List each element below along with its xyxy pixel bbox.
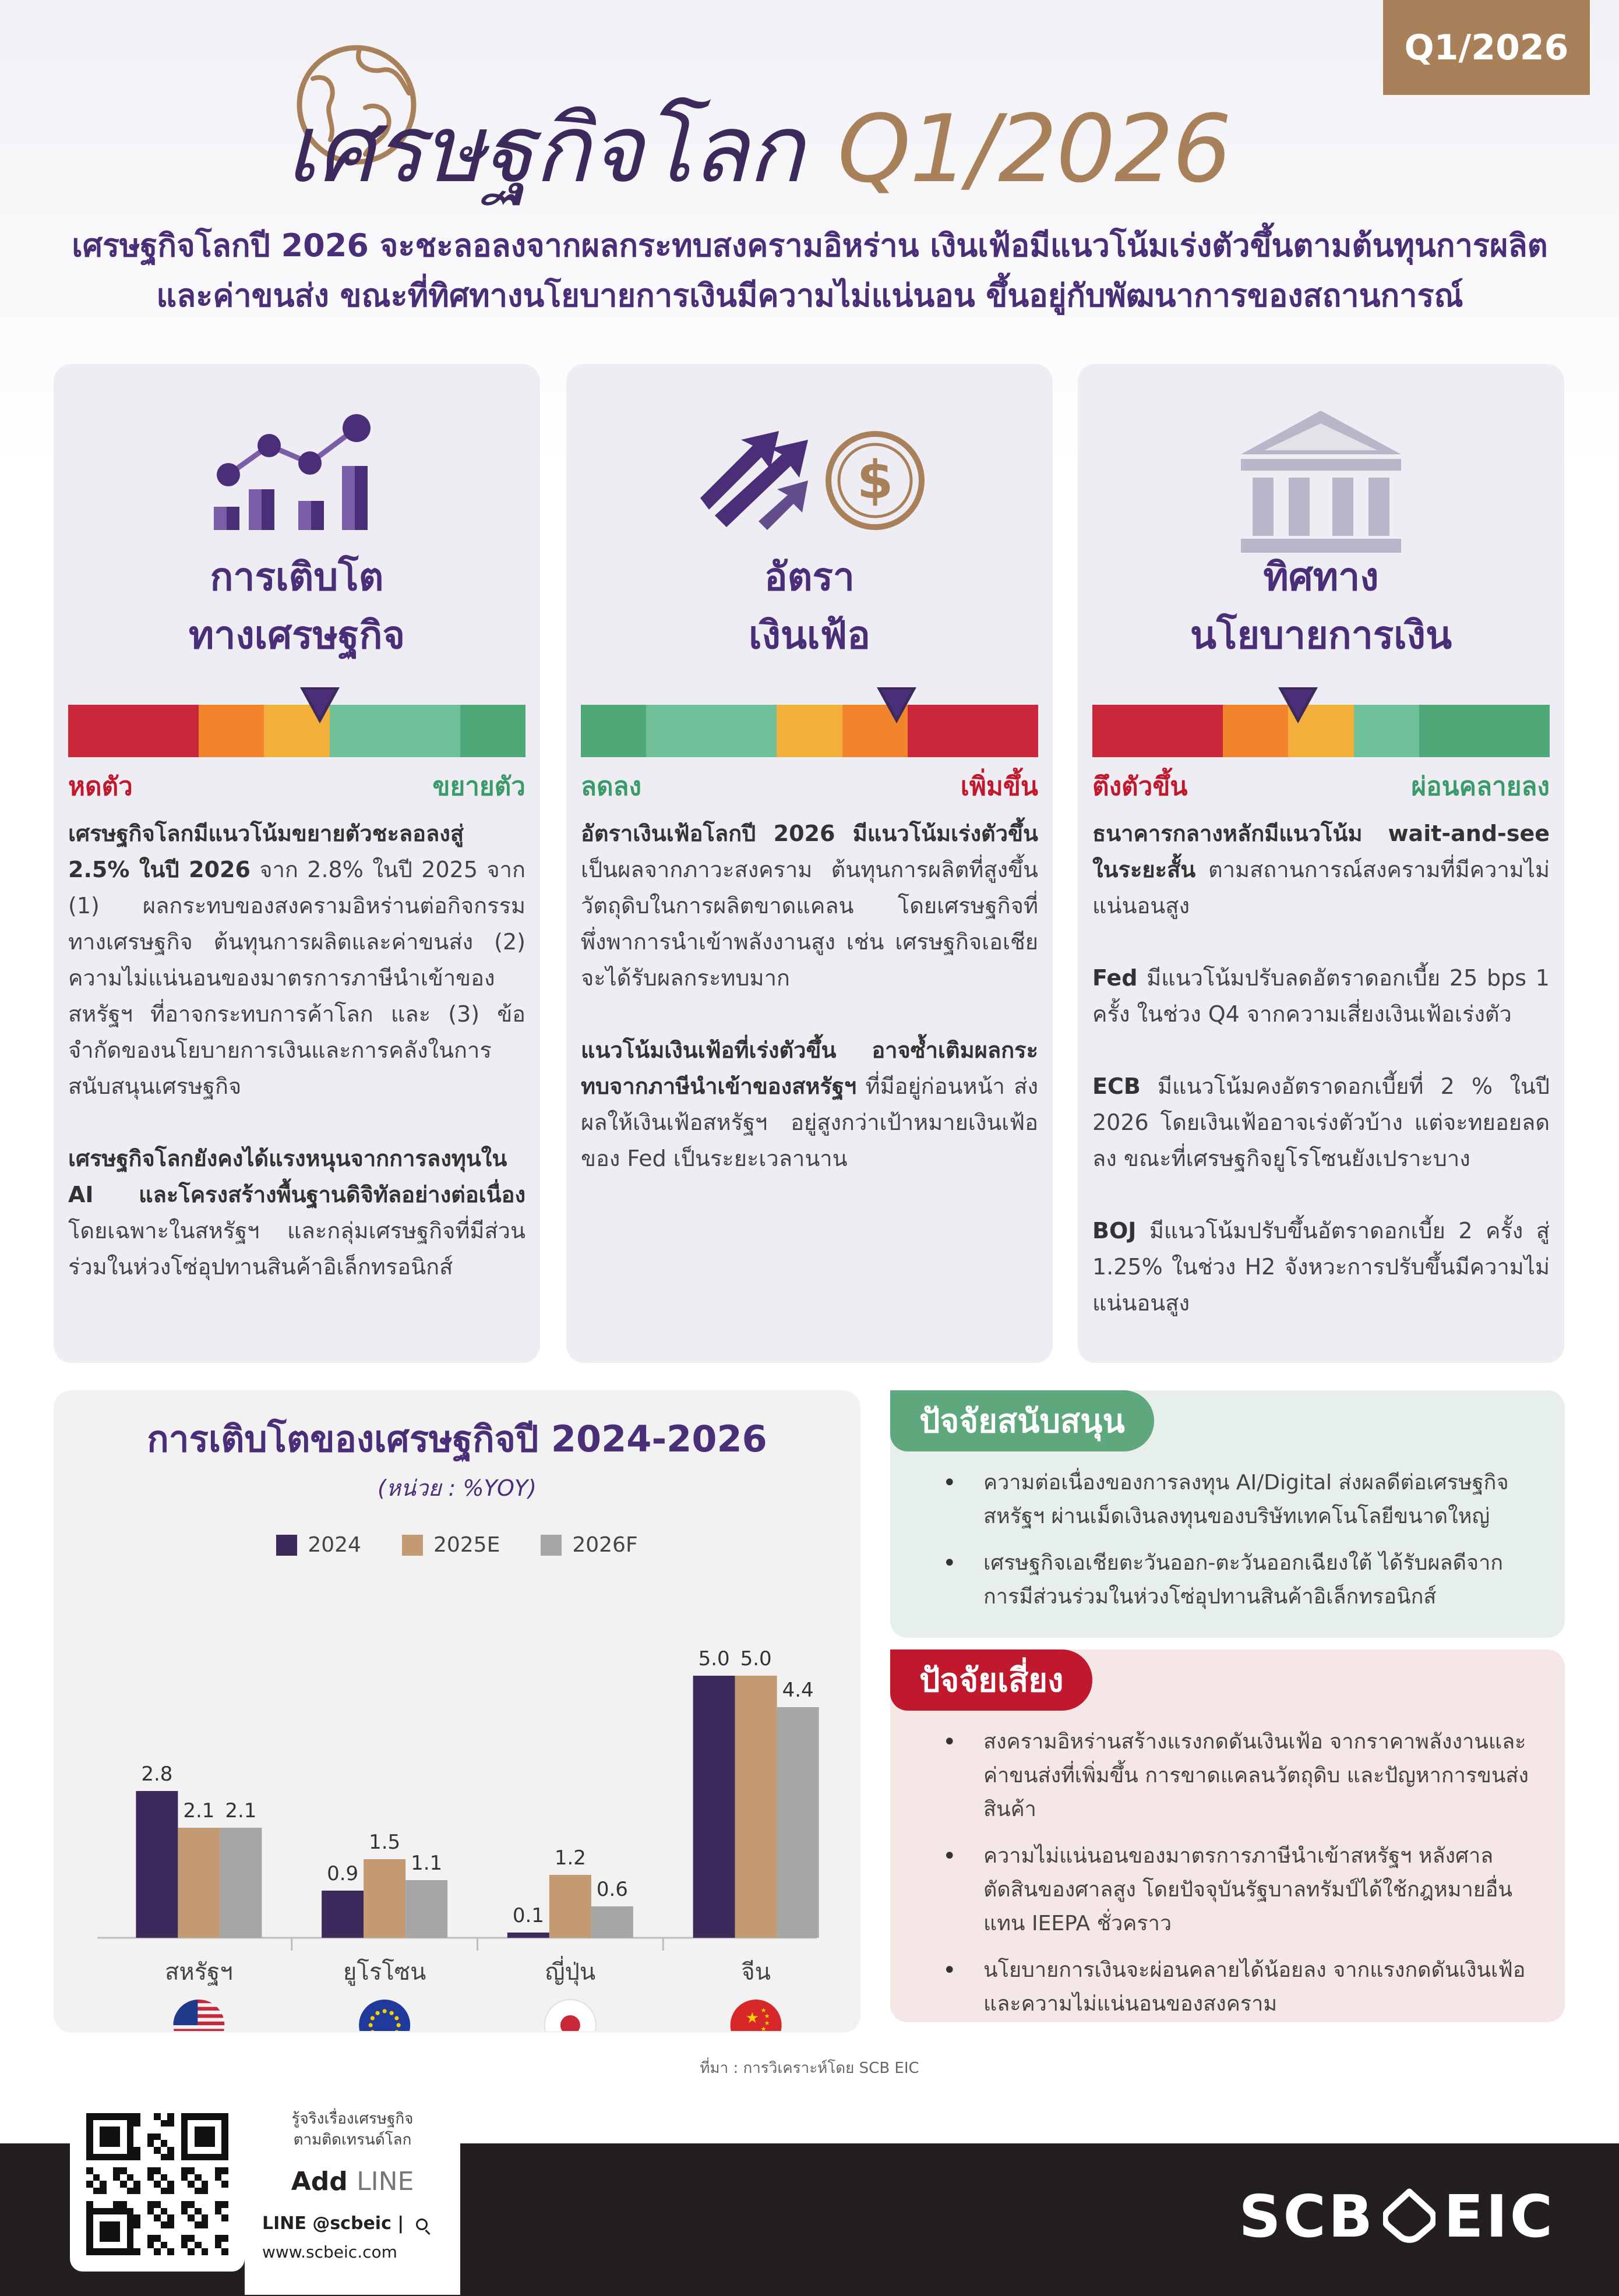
- china-flag-icon: [731, 2000, 782, 2031]
- bar-value-label: 1.2: [554, 1846, 586, 1870]
- bar: [735, 1676, 777, 1938]
- legend-item: [402, 1533, 500, 1557]
- paragraph-text: มีแนวโน้มปรับขึ้นอัตราดอกเบี้ย 2 ครั้ง สู่ 1.25% ในช่วง H2 จังหวะการปรับขึ้นมีความไม่แน่นอนสูง: [1092, 1218, 1550, 1316]
- rising-arrows-icon: [566, 399, 1053, 556]
- chart-plot: [54, 1577, 860, 2031]
- gauge-left-label: ตึงตัวขึ้น: [1092, 772, 1188, 801]
- bar: [591, 1906, 633, 1938]
- bar: [136, 1791, 178, 1938]
- monetary-gauge: [1092, 705, 1550, 757]
- line-tagline-2: ตามติดเทรนด์โลก: [293, 2131, 412, 2149]
- svg-text:$: $: [856, 450, 894, 511]
- title-quarter: Q1/2026: [837, 94, 1231, 203]
- gauge-segment: [68, 705, 133, 757]
- card-paragraph: [1092, 1068, 1550, 1177]
- card-paragraph: [1092, 960, 1550, 1032]
- card-title: อัตรา: [764, 554, 855, 599]
- gauge-segment: [133, 705, 199, 757]
- us-flag-icon: [173, 2000, 224, 2031]
- brand-scb: SCB: [1239, 2182, 1375, 2251]
- paragraph-text: โดยเฉพาะในสหรัฐฯ และกลุ่มเศรษฐกิจที่มีส่วนร่วมในห่วงโซ่อุปทานสินค้าอิเล็กทรอนิกส์: [68, 1218, 525, 1280]
- legend-label: 2024: [308, 1533, 361, 1557]
- line-tagline: [245, 2108, 460, 2150]
- list-item: • สงครามอิหร่านสร้างแรงกดดันเงินเฟ้อ จากราคาพลังงานและค่าขนส่งที่เพิ่มขึ้น การขาดแคลนวัตถุดิบ และปัญหาการขนส่งสินค้า: [943, 1725, 1537, 1827]
- gauge-marker: [877, 687, 916, 723]
- paragraph-text: ที่มีอยู่ก่อนหน้า ส่งผลให้เงินเฟ้อสหรัฐฯ อยู่สูงกว่าเป้าหมายเงินเฟ้อของ Fed เป็นระยะเวลานาน: [581, 1073, 1038, 1171]
- bar: [322, 1891, 364, 1938]
- bar-value-label: 1.1: [411, 1852, 443, 1875]
- legend-swatch: [541, 1535, 562, 1556]
- category-label: จีน: [741, 1959, 771, 1986]
- card-body: [581, 815, 1038, 1213]
- gauge-segment: [646, 705, 711, 757]
- list-item: • ความไม่แน่นอนของมาตรการภาษีนำเข้าสหรัฐฯ หลังศาลตัดสินของศาลสูง โดยปัจจุบันรัฐบาลทรัมป์ได้ใช้กฎหมายอื่นแทน IEEPA ชั่วคราว: [943, 1839, 1537, 1941]
- card-paragraph: [68, 1140, 525, 1285]
- card-paragraph: [1092, 815, 1550, 924]
- risk-list: [943, 1725, 1537, 2034]
- paragraph-text: มีแนวโน้มปรับลดอัตราดอกเบี้ย 25 bps 1 ครั้ง ในช่วง Q4 จากความเสี่ยงเงินเฟ้อเร่งตัว: [1092, 965, 1550, 1027]
- gauge-segment: [711, 705, 777, 757]
- qr-code[interactable]: [70, 2097, 245, 2272]
- gauge-right-label: เพิ่มขึ้น: [960, 772, 1038, 801]
- line-id[interactable]: [262, 2213, 428, 2234]
- gauge-segment: [460, 705, 525, 757]
- card-paragraph: [68, 815, 525, 1104]
- gauge-marker: [1278, 687, 1318, 723]
- card-paragraph: [581, 815, 1038, 996]
- category-label: ญี่ปุ่น: [545, 1959, 596, 1986]
- paragraph-lead: ธนาคารกลางหลักมีแนวโน้ม wait-and-see ในระยะสั้น: [1092, 821, 1550, 882]
- gauge-segment: [777, 705, 842, 757]
- bar-value-label: 5.0: [698, 1647, 730, 1670]
- bar: [549, 1875, 591, 1938]
- chart-title: การเติบโตของเศรษฐกิจปี 2024-2026: [147, 1418, 767, 1460]
- brand-eic: EIC: [1444, 2182, 1555, 2251]
- bar: [693, 1676, 735, 1938]
- subtitle-line-2: และค่าขนส่ง ขณะที่ทิศทางนโยบายการเงินมีความไม่แน่นอน ขึ้นอยู่กับพัฒนาการของสถานการณ์: [156, 277, 1463, 314]
- gauge-left-label: หดตัว: [68, 772, 133, 801]
- bar: [777, 1707, 819, 1938]
- card-paragraph: [581, 1032, 1038, 1177]
- paragraph-lead: เศรษฐกิจโลกมีแนวโน้มขยายตัวชะลอลงสู่ 2.5% ในปี 2026: [68, 821, 464, 882]
- paragraph-text: เป็นผลจากภาวะสงคราม ต้นทุนการผลิตที่สูงขึ้น วัตถุดิบในการผลิตขาดแคลน โดยเศรษฐกิจที่พึ่งพาการนำเข้าพลังงานสูง เช่น เศรษฐกิจเอเชีย จะได้รับผลกระทบมาก: [581, 857, 1038, 991]
- chart-unit: (หน่วย : %YOY): [377, 1475, 537, 1501]
- paragraph-lead: Fed: [1092, 965, 1138, 991]
- website-link[interactable]: www.scbeic.com: [262, 2242, 397, 2262]
- gauge-segment: [1354, 705, 1419, 757]
- list-item: • ความต่อเนื่องของการลงทุน AI/Digital ส่งผลดีต่อเศรษฐกิจสหรัฐฯ ผ่านเม็ดเงินลงทุนของบริษัทเทคโนโลยีขนาดใหญ่: [943, 1466, 1537, 1534]
- card-title: ทางเศรษฐกิจ: [188, 613, 405, 658]
- paragraph-lead: อัตราเงินเฟ้อโลกปี 2026 มีแนวโน้มเร่งตัวขึ้น: [581, 821, 1038, 846]
- line-label: LINE: [357, 2167, 414, 2196]
- inflation-card: [566, 364, 1053, 1363]
- legend-swatch: [276, 1535, 297, 1556]
- bar: [220, 1828, 262, 1938]
- scb-eic-logo: [1239, 2181, 1555, 2251]
- bar-value-label: 0.9: [327, 1862, 359, 1885]
- line-id-text: LINE @scbeic |: [262, 2213, 404, 2234]
- growth-card: [54, 364, 540, 1363]
- card-body: [1092, 815, 1550, 1357]
- legend-label: 2025E: [433, 1533, 500, 1557]
- paragraph-text: ตามสถานการณ์สงครามที่มีความไม่แน่นอนสูง: [1092, 857, 1550, 919]
- list-item: • นโยบายการเงินจะผ่อนคลายได้น้อยลง จากแรงกดดันเงินเฟ้อและความไม่แน่นอนของสงคราม: [943, 1954, 1537, 2021]
- bank-building-icon: [1078, 399, 1564, 556]
- bar: [507, 1933, 549, 1938]
- line-tagline-1: รู้จริงเรื่องเศรษฐกิจ: [291, 2110, 414, 2128]
- gauge-right-label: ผ่อนคลายลง: [1411, 772, 1550, 801]
- support-list: [943, 1466, 1537, 1627]
- category-label: สหรัฐฯ: [164, 1959, 233, 1986]
- growth-chart-icon: [54, 399, 540, 556]
- add-line-button[interactable]: [245, 2167, 460, 2196]
- risk-factors: [890, 1649, 1565, 2022]
- bar-value-label: 4.4: [782, 1679, 814, 1702]
- category-label: ยูโรโซน: [343, 1959, 426, 1986]
- card-title: การเติบโต: [210, 554, 384, 599]
- chart-legend: [54, 1533, 860, 1557]
- source-note: ที่มา : การวิเคราะห์โดย SCB EIC: [700, 2060, 919, 2077]
- bar: [178, 1828, 220, 1938]
- paragraph-text: มีแนวโน้มคงอัตราดอกเบี้ยที่ 2 % ในปี 2026 โดยเงินเฟ้ออาจเร่งตัวบ้าง แต่จะทยอยลดลง ขณะที่เศรษฐกิจยูโรโซนยังเปราะบาง: [1092, 1073, 1550, 1171]
- paragraph-lead: ECB: [1092, 1073, 1141, 1099]
- svg-text:★: ★: [764, 2012, 770, 2020]
- line-promo[interactable]: [245, 2097, 460, 2295]
- list-item: • เศรษฐกิจเอเชียตะวันออก-ตะวันออกเฉียงใต้ ได้รับผลดีจากการมีส่วนร่วมในห่วงโซ่อุปทานสินค้าอิเล็กทรอนิกส์: [943, 1546, 1537, 1614]
- inflation-gauge: [581, 705, 1038, 757]
- bar-value-label: 2.1: [183, 1799, 215, 1822]
- quarter-badge: Q1/2026: [1383, 0, 1590, 95]
- paragraph-text: จาก 2.8% ในปี 2025 จาก (1) ผลกระทบของสงครามอิหร่านต่อกิจกรรมทางเศรษฐกิจ ต้นทุนการผลิตและค่าขนส่ง (2) ความไม่แน่นอนของมาตรการภาษีนำเข้าของสหรัฐฯ ที่อาจกระทบการค้าโลก และ (3) ข้อจำกัดของนโยบายการเงินและการคลังในการสนับสนุนเศรษฐกิจ: [68, 857, 525, 1099]
- legend-swatch: [402, 1535, 423, 1556]
- card-title: นโยบายการเงิน: [1190, 613, 1452, 658]
- eu-flag-icon: [359, 2000, 410, 2031]
- svg-text:★: ★: [764, 2019, 770, 2027]
- gauge-segment: [1484, 705, 1550, 757]
- svg-text:★: ★: [745, 2009, 759, 2027]
- risk-label: ปัจจัยเสี่ยง: [890, 1649, 1092, 1711]
- paragraph-lead: BOJ: [1092, 1218, 1137, 1244]
- support-factors: [890, 1390, 1565, 1638]
- growth-gauge: [68, 705, 525, 757]
- bar: [364, 1859, 405, 1938]
- legend-label: 2026F: [572, 1533, 638, 1557]
- legend-item: [541, 1533, 637, 1557]
- subtitle-line-1: เศรษฐกิจโลกปี 2026 จะชะลอลงจากผลกระทบสงครามอิหร่าน เงินเฟ้อมีแนวโน้มเร่งตัวขึ้นตามต้นทุนการผลิต: [72, 227, 1548, 264]
- gauge-segment: [1092, 705, 1158, 757]
- search-icon: [416, 2219, 428, 2230]
- card-paragraph: [1092, 1213, 1550, 1321]
- card-title: ทิศทาง: [1263, 554, 1379, 599]
- bar-value-label: 5.0: [740, 1647, 772, 1670]
- bar-value-label: 0.1: [512, 1904, 544, 1927]
- add-label: Add: [291, 2167, 348, 2196]
- gdp-chart: [54, 1390, 860, 2033]
- paragraph-lead: เศรษฐกิจโลกยังคงได้แรงหนุนจากการลงทุนใน AI และโครงสร้างพื้นฐานดิจิทัลอย่างต่อเนื่อง: [68, 1146, 525, 1207]
- bar: [405, 1880, 447, 1938]
- svg-text:★: ★: [760, 2007, 767, 2014]
- page-title: [285, 87, 1230, 210]
- support-label: ปัจจัยสนับสนุน: [890, 1390, 1154, 1451]
- japan-flag-icon: [545, 2000, 596, 2031]
- svg-text:★: ★: [760, 2025, 767, 2031]
- gauge-right-label: ขยายตัว: [432, 772, 525, 801]
- bar-value-label: 1.5: [369, 1831, 401, 1854]
- monetary-policy-card: [1078, 364, 1564, 1363]
- gauge-segment: [1158, 705, 1223, 757]
- card-title: เงินเฟ้อ: [749, 613, 870, 658]
- gauge-segment: [199, 705, 264, 757]
- bar-value-label: 2.1: [225, 1799, 257, 1822]
- gauge-left-label: ลดลง: [581, 772, 641, 801]
- qr-pattern: [86, 2113, 228, 2255]
- bar-value-label: 0.6: [596, 1878, 628, 1901]
- card-body: [68, 815, 525, 1321]
- scb-house-icon: [1383, 2187, 1435, 2245]
- title-main: เศรษฐกิจโลก: [285, 94, 803, 203]
- bar-value-label: 2.8: [141, 1762, 173, 1786]
- gauge-segment: [1419, 705, 1484, 757]
- legend-item: [276, 1533, 361, 1557]
- gauge-segment: [395, 705, 460, 757]
- paragraph-lead: แนวโน้มเงินเฟ้อที่เร่งตัวขึ้น อาจซ้ำเติมผลกระทบจากภาษีนำเข้าของสหรัฐฯ: [581, 1037, 1038, 1099]
- gauge-marker: [300, 687, 340, 723]
- gauge-segment: [908, 705, 973, 757]
- gauge-segment: [581, 705, 646, 757]
- gauge-segment: [973, 705, 1038, 757]
